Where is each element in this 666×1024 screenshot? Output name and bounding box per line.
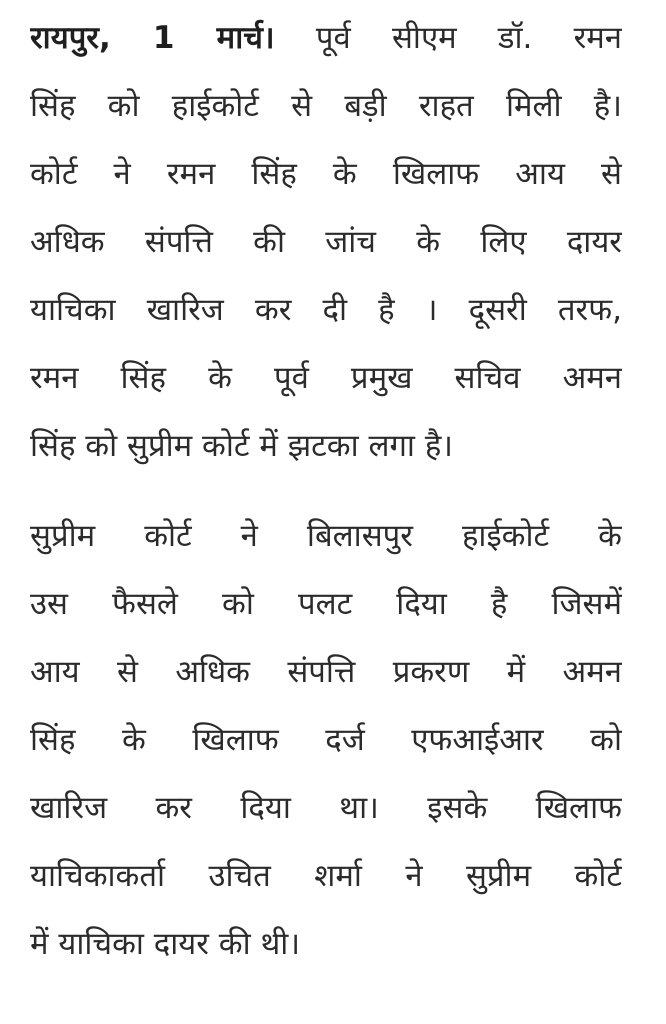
paragraph-1 bbox=[30, 4, 622, 480]
text-line: उस फैसले को पलट दिया है जिसमें bbox=[30, 586, 622, 622]
paragraph-gap bbox=[30, 480, 622, 502]
text-line: खारिज कर दिया था। इसके खिलाफ bbox=[30, 790, 622, 826]
text-line: सिंह को सुप्रीम कोर्ट में झटका लगा है। bbox=[30, 428, 454, 464]
text-line-content: पूर्व सीएम डॉ. रमन bbox=[315, 20, 622, 56]
text-line: याचिकाकर्ता उचित शर्मा ने सुप्रीम कोर्ट bbox=[30, 858, 622, 894]
text-line: याचिका खारिज कर दी है । दूसरी तरफ, bbox=[30, 292, 622, 328]
text-line: सिंह को हाईकोर्ट से बड़ी राहत मिली है। bbox=[30, 88, 622, 124]
text-line: आय से अधिक संपत्ति प्रकरण में अमन bbox=[30, 654, 622, 690]
text-line bbox=[30, 4, 622, 72]
text-line: कोर्ट ने रमन सिंह के खिलाफ आय से bbox=[30, 156, 622, 192]
paragraph-2 bbox=[30, 502, 622, 978]
text-line: सुप्रीम कोर्ट ने बिलासपुर हाईकोर्ट के bbox=[30, 518, 622, 554]
dateline: रायपुर, 1 मार्च। bbox=[30, 20, 275, 56]
text-line: रमन सिंह के पूर्व प्रमुख सचिव अमन bbox=[30, 360, 622, 396]
text-line: अधिक संपत्ति की जांच के लिए दायर bbox=[30, 224, 622, 260]
article-body bbox=[30, 4, 622, 978]
text-line: में याचिका दायर की थी। bbox=[30, 926, 301, 962]
text-line: सिंह के खिलाफ दर्ज एफआईआर को bbox=[30, 722, 622, 758]
